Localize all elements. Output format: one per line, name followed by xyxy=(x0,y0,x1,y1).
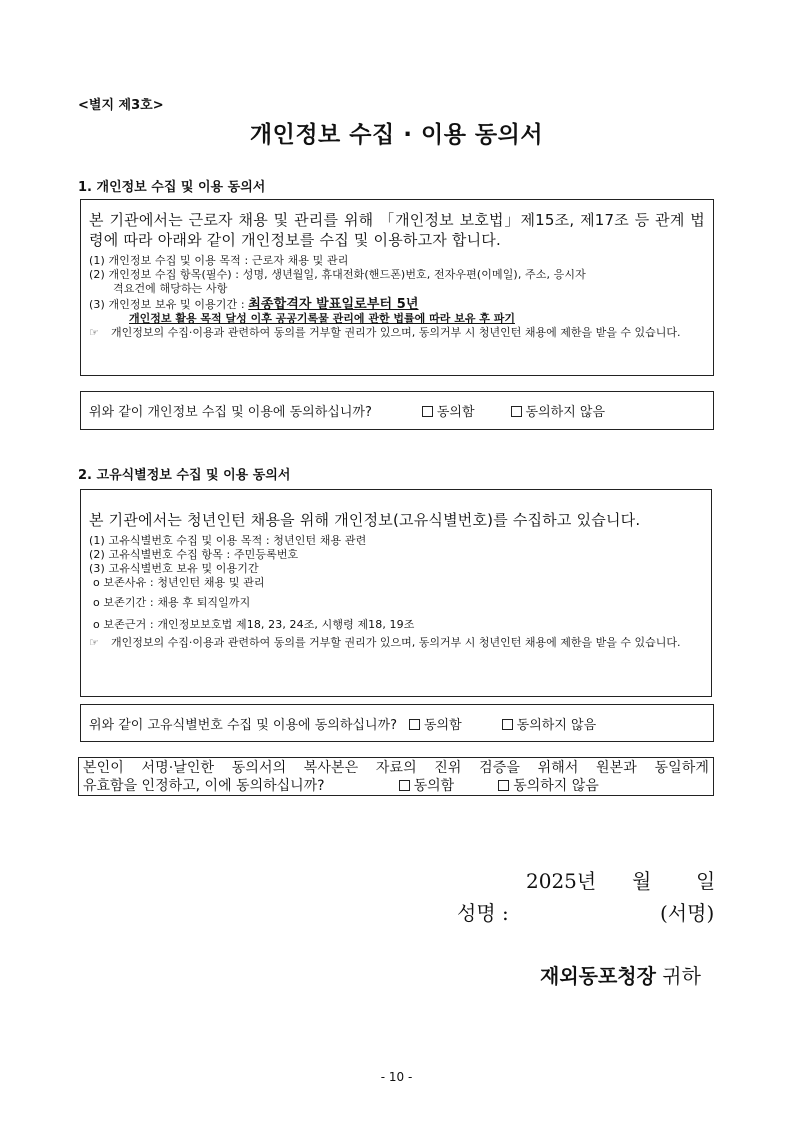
copy-disagree-label: 동의하지 않음 xyxy=(513,778,599,794)
page-number: - 10 - xyxy=(380,1070,413,1084)
section2-sub2: o 보존기간 : 채용 후 퇴직일까지 xyxy=(93,596,251,609)
section1-agree-label: 동의함 xyxy=(436,405,475,420)
section2-sub1: o 보존사유 : 청년인턴 채용 및 관리 xyxy=(93,576,265,589)
section1-heading: 1. 개인정보 수집 및 이용 동의서 xyxy=(78,180,266,195)
copy-consent-text2: 유효함을 인정하고, 이에 동의하십니까? xyxy=(83,778,325,794)
copy-agree-option[interactable] xyxy=(399,777,455,795)
copy-disagree-option[interactable] xyxy=(498,777,599,795)
signature-label: (서명) xyxy=(660,901,715,925)
section2-note-text: 개인정보의 수집·이용과 관련하여 동의를 거부할 권리가 있으며, 동의거부 시 청년인턴 채용에 제한을 받을 수 있습니다. xyxy=(111,636,681,649)
checkbox-icon[interactable] xyxy=(409,719,420,730)
checkbox-icon[interactable] xyxy=(502,719,513,730)
section1-destroy-note: 개인정보 활용 목적 달성 이후 공공기록물 관리에 관한 법률에 따라 보유 후 파기 xyxy=(129,312,515,325)
checkbox-icon[interactable] xyxy=(498,780,509,791)
date-month: 월 xyxy=(632,869,652,893)
date-year: 2025년 xyxy=(526,869,597,893)
copy-consent-text1: 본인이 서명·날인한 동의서의 복사본은 자료의 진위 검증을 위해서 원본과 동일하게 xyxy=(83,760,709,776)
section2-agree-label: 동의함 xyxy=(423,717,462,733)
copy-agree-label: 동의함 xyxy=(413,778,455,794)
pointing-hand-icon: ☞ xyxy=(89,636,99,649)
section2-note xyxy=(89,636,703,650)
section1-consent-question: 위와 같이 개인정보 수집 및 이용에 동의하십니까? xyxy=(89,405,372,420)
section1-note xyxy=(89,326,705,340)
section2-lead: 본 기관에서는 청년인턴 채용을 위해 개인정보(고유식별번호)를 수집하고 있습니다. xyxy=(89,511,641,529)
section1-box xyxy=(80,199,714,376)
section1-note-text: 개인정보의 수집·이용과 관련하여 동의를 거부할 권리가 있으며, 동의거부 시 청년인턴 채용에 제한을 받을 수 있습니다. xyxy=(111,326,681,339)
date-day: 일 xyxy=(696,869,716,893)
document-title: 개인정보 수집 · 이용 동의서 xyxy=(249,122,544,148)
section1-disagree-label: 동의하지 않음 xyxy=(525,405,606,420)
section1-item3 xyxy=(89,298,705,312)
section2-agree-option[interactable] xyxy=(409,714,462,733)
section2-disagree-option[interactable] xyxy=(502,714,596,733)
checkbox-icon[interactable] xyxy=(399,780,410,791)
section1-lead: 본 기관에서는 근로자 채용 및 관리를 위해 「개인정보 보호법」제15조, 제17조 등 관계 법령에 따라 아래와 같이 개인정보를 수집 및 이용하고자 합니다. xyxy=(89,211,705,249)
pointing-hand-icon: ☞ xyxy=(89,326,99,339)
section2-consent-box xyxy=(80,704,714,742)
copy-consent-box xyxy=(78,757,714,796)
retention-period: 최종합격자 발표일로부터 5년 xyxy=(248,297,419,312)
section2-heading: 2. 고유식별정보 수집 및 이용 동의서 xyxy=(78,468,291,483)
section1-item1: (1) 개인정보 수집 및 이용 목적 : 근로자 채용 및 관리 xyxy=(89,254,349,267)
recipient-honorific: 귀하 xyxy=(662,964,701,988)
section2-consent-question: 위와 같이 고유식별번호 수집 및 이용에 동의하십니까? xyxy=(89,717,397,733)
name-label: 성명 : xyxy=(457,901,509,925)
checkbox-icon[interactable] xyxy=(422,406,433,417)
section1-disagree-option[interactable] xyxy=(511,401,605,420)
section2-sub3: o 보존근거 : 개인정보보호법 제18, 23, 24조, 시행령 제18, 19조 xyxy=(93,618,415,631)
form-number: <별지 제3호> xyxy=(78,98,164,113)
section1-item2-cont: 격요건에 해당하는 사항 xyxy=(113,282,228,295)
section2-box xyxy=(80,489,712,697)
section1-item2: (2) 개인정보 수집 항목(필수) : 성명, 생년월일, 휴대전화(핸드폰)번호, 전자우편(이메일), 주소, 응시자 xyxy=(89,268,586,281)
section2-disagree-label: 동의하지 않음 xyxy=(516,717,597,733)
checkbox-icon[interactable] xyxy=(511,406,522,417)
section2-item1: (1) 고유식별번호 수집 및 이용 목적 : 청년인턴 채용 관련 xyxy=(89,534,367,547)
section1-agree-option[interactable] xyxy=(422,401,475,420)
section2-item2: (2) 고유식별번호 수집 항목 : 주민등록번호 xyxy=(89,548,299,561)
section1-item3-label: (3) 개인정보 보유 및 이용기간 : xyxy=(89,298,249,311)
section2-item3: (3) 고유식별번호 보유 및 이용기간 xyxy=(89,562,259,575)
recipient-name: 재외동포청장 xyxy=(540,964,656,988)
recipient-line xyxy=(540,960,701,989)
section1-consent-box xyxy=(80,391,714,430)
